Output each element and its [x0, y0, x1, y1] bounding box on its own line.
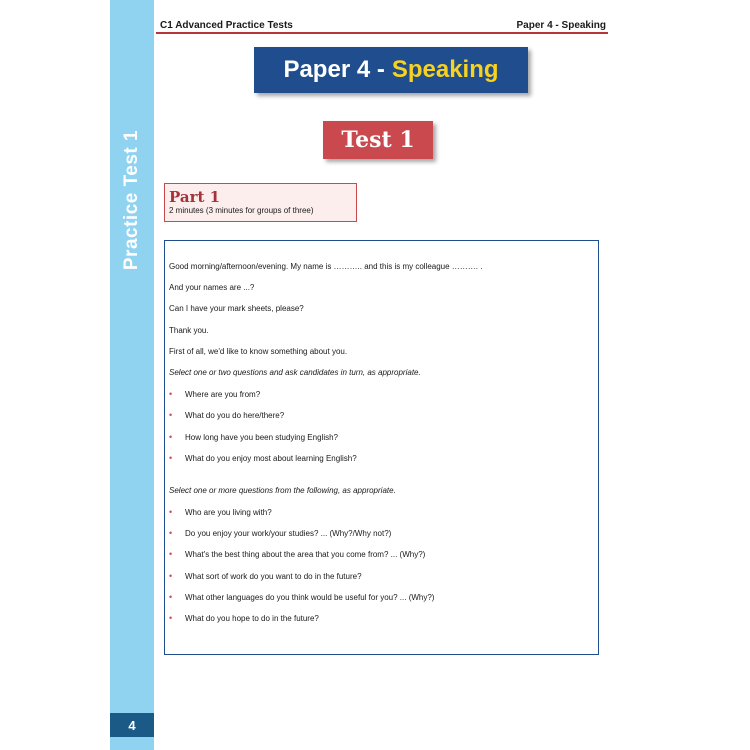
header-rule	[156, 32, 608, 34]
bullet-icon: •	[169, 613, 173, 623]
part-title: Part 1	[169, 188, 221, 206]
instruction-line: Select one or more questions from the following, as appropriate.	[169, 486, 396, 495]
question-item: How long have you been studying English?	[185, 433, 338, 442]
question-item: What do you enjoy most about learning English?	[185, 454, 357, 463]
question-item: What's the best thing about the area that you come from? ... (Why?)	[185, 550, 426, 559]
bullet-icon: •	[169, 528, 173, 538]
question-item: Who are you living with?	[185, 508, 272, 517]
page-number: 4	[110, 713, 154, 737]
bullet-icon: •	[169, 507, 173, 517]
page-header	[160, 18, 606, 32]
part-subtitle: 2 minutes (3 minutes for groups of three)	[169, 206, 314, 215]
paper-banner-highlight: Speaking	[391, 56, 499, 83]
paper-banner-prefix: Paper 4 -	[283, 56, 385, 83]
script-line: Can I have your mark sheets, please?	[169, 304, 304, 313]
question-item: What do you do here/there?	[185, 411, 285, 420]
sidebar-title	[110, 120, 154, 280]
sidebar-title-text: Practice Test 1	[121, 129, 143, 271]
question-item: What do you hope to do in the future?	[185, 614, 319, 623]
part-box	[164, 183, 357, 222]
sidebar	[110, 0, 154, 750]
question-item: Where are you from?	[185, 390, 261, 399]
script-line: First of all, we'd like to know something about you.	[169, 347, 348, 356]
question-item: Do you enjoy your work/your studies? ... (Why?/Why not?)	[185, 529, 392, 538]
script-line: Good morning/afternoon/evening. My name is ……….. and this is my colleague ………. .	[169, 262, 483, 271]
script-line: Thank you.	[169, 326, 209, 335]
examiner-script-box	[164, 240, 599, 655]
bullet-icon: •	[169, 389, 173, 399]
header-book-title: C1 Advanced Practice Tests	[160, 20, 293, 31]
bullet-icon: •	[169, 432, 173, 442]
bullet-icon: •	[169, 410, 173, 420]
bullet-icon: •	[169, 571, 173, 581]
question-item: What other languages do you think would be useful for you? ... (Why?)	[185, 593, 435, 602]
question-item: What sort of work do you want to do in the future?	[185, 572, 362, 581]
bullet-icon: •	[169, 592, 173, 602]
paper-banner	[254, 47, 528, 93]
header-section-title: Paper 4 - Speaking	[516, 20, 606, 31]
bullet-icon: •	[169, 549, 173, 559]
bullet-icon: •	[169, 453, 173, 463]
test-banner: Test 1	[323, 121, 433, 159]
script-line: And your names are ...?	[169, 283, 255, 292]
instruction-line: Select one or two questions and ask candidates in turn, as appropriate.	[169, 368, 421, 377]
